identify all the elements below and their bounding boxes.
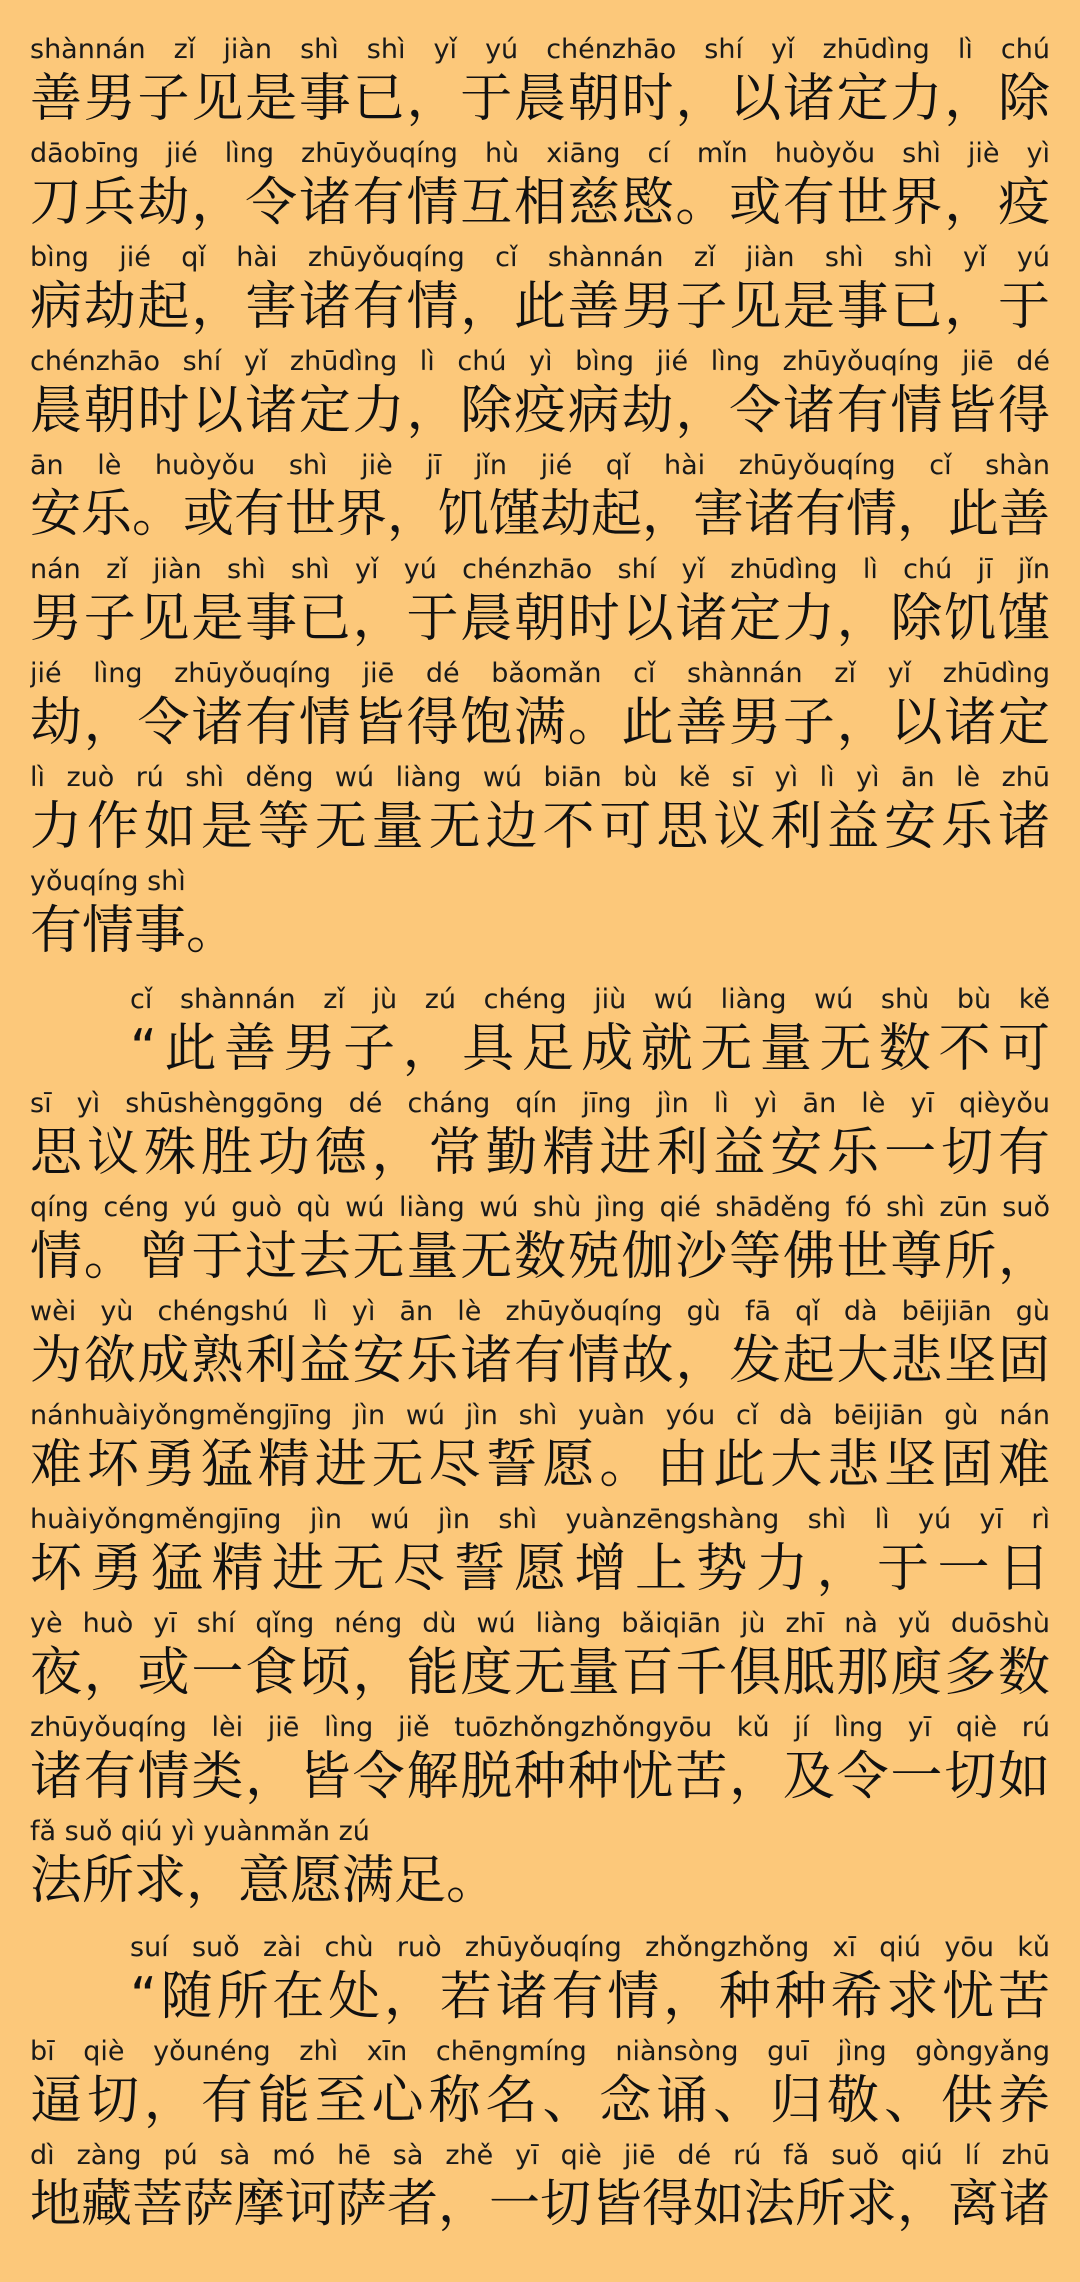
chinese-text: 逼切，有能至心称名、念诵、归敬、供养 — [30, 2071, 1050, 2131]
chinese-text: 男子见是事已，于晨朝时以诸定力，除饥馑 — [30, 589, 1050, 649]
text-line — [30, 1084, 1050, 1188]
text-line — [30, 654, 1050, 758]
pinyin-annotation: yǒuqíng shì — [30, 866, 186, 897]
chinese-text: 有情事。 — [30, 901, 239, 961]
text-line — [30, 862, 1050, 966]
chinese-text: 安乐。或有世界，饥馑劫起，害诸有情，此善 — [30, 485, 1051, 544]
chinese-text: 劫，令诸有情皆得饱满。此善男子，以诸定 — [30, 693, 1050, 753]
chinese-text: 诸有情类，皆令解脱种种忧苦，及令一切如 — [30, 1747, 1050, 1807]
pinyin-annotation: yè huò yī shí qǐng néng dù wú liàng bǎiqiān jù zhī nà yǔ duōshù — [30, 1608, 1050, 1639]
pinyin-annotation: qíng céng yú guò qù wú liàng wú shù jìng qié shāděng fó shì zūn suǒ — [30, 1192, 1050, 1223]
pinyin-annotation: nánhuàiyǒngměngjīng jìn wú jìn shì yuàn yóu cǐ dà bēijiān gù nán — [30, 1400, 1050, 1431]
pinyin-annotation: sī yì shūshènggōng dé cháng qín jīng jìn lì yì ān lè yī qièyǒu — [30, 1088, 1050, 1119]
pinyin-annotation: nán zǐ jiàn shì shì yǐ yú chénzhāo shí yǐ zhūdìng lì chú jī jǐn — [30, 554, 1050, 585]
pinyin-annotation: cǐ shànnán zǐ jù zú chéng jiù wú liàng wú shù bù kě — [130, 984, 1050, 1015]
chinese-text: 法所求，意愿满足。 — [30, 1851, 499, 1911]
pinyin-annotation: jié lìng zhūyǒuqíng jiē dé bǎomǎn cǐ shànnán zǐ yǐ zhūdìng — [30, 658, 1050, 689]
pinyin-annotation: bìng jié qǐ hài zhūyǒuqíng cǐ shànnán zǐ jiàn shì shì yǐ yú — [30, 242, 1050, 273]
text-line — [30, 1812, 1050, 1916]
chinese-text: 刀兵劫，令诸有情互相慈愍。或有世界，疫 — [30, 173, 1050, 233]
pinyin-annotation: fǎ suǒ qiú yì yuànmǎn zú — [30, 1816, 370, 1847]
text-line — [30, 1188, 1050, 1292]
chinese-text: 地藏菩萨摩诃萨者，一切皆得如法所求，离诸 — [30, 2175, 1051, 2234]
text-line — [30, 1708, 1050, 1812]
pinyin-annotation: lì zuò rú shì děng wú liàng wú biān bù kě sī yì lì yì ān lè zhū — [30, 762, 1050, 793]
chinese-text: 夜，或一食顷，能度无量百千俱胝那庾多数 — [30, 1643, 1050, 1703]
chinese-text: 晨朝时以诸定力，除疫病劫，令诸有情皆得 — [30, 381, 1050, 441]
chinese-text: 情。曾于过去无量无数殑伽沙等佛世尊所， — [30, 1227, 1050, 1287]
text-line — [30, 1604, 1050, 1708]
text-line — [130, 1928, 1050, 2032]
text-line — [30, 30, 1050, 134]
text-line — [30, 446, 1050, 550]
chinese-text: “此善男子，具足成就无量无数不可 — [130, 1019, 1050, 1079]
chinese-text: 善男子见是事已，于晨朝时，以诸定力，除 — [30, 69, 1050, 129]
chinese-text: 力作如是等无量无边不可思议利益安乐诸 — [30, 797, 1050, 857]
text-line — [30, 134, 1050, 238]
pinyin-annotation: huàiyǒngměngjīng jìn wú jìn shì yuànzēngshàng shì lì yú yī rì — [30, 1504, 1050, 1535]
pinyin-annotation: shànnán zǐ jiàn shì shì yǐ yú chénzhāo shí yǐ zhūdìng lì chú — [30, 34, 1050, 65]
chinese-text: 为欲成熟利益安乐诸有情故，发起大悲坚固 — [30, 1331, 1050, 1391]
pinyin-annotation: ān lè huòyǒu shì jiè jī jǐn jié qǐ hài zhūyǒuqíng cǐ shàn — [30, 450, 1050, 481]
pinyin-annotation: bī qiè yǒunéng zhì xīn chēngmíng niànsòng guī jìng gòngyǎng — [30, 2036, 1050, 2067]
text-line — [30, 550, 1050, 654]
text-line — [30, 342, 1050, 446]
pinyin-annotation: dāobīng jié lìng zhūyǒuqíng hù xiāng cí mǐn huòyǒu shì jiè yì — [30, 138, 1050, 169]
pinyin-annotation: suí suǒ zài chù ruò zhūyǒuqíng zhǒngzhǒng xī qiú yōu kǔ — [130, 1932, 1050, 1963]
text-line — [30, 1292, 1050, 1396]
text-line — [30, 1500, 1050, 1604]
chinese-text: 难坏勇猛精进无尽誓愿。由此大悲坚固难 — [30, 1435, 1050, 1495]
chinese-text: “随所在处，若诸有情，种种希求忧苦 — [130, 1967, 1050, 2027]
text-line — [30, 2032, 1050, 2136]
text-line — [30, 2136, 1050, 2240]
text-line — [30, 238, 1050, 342]
chinese-text: 病劫起，害诸有情，此善男子见是事已，于 — [30, 277, 1050, 337]
pinyin-annotation: dì zàng pú sà mó hē sà zhě yī qiè jiē dé rú fǎ suǒ qiú lí zhū — [30, 2140, 1050, 2171]
pinyin-annotation: zhūyǒuqíng lèi jiē lìng jiě tuōzhǒngzhǒngyōu kǔ jí lìng yī qiè rú — [30, 1712, 1050, 1743]
chinese-text: 思议殊胜功德，常勤精进利益安乐一切有 — [30, 1123, 1050, 1183]
pinyin-annotation: wèi yù chéngshú lì yì ān lè zhūyǒuqíng gù fā qǐ dà bēijiān gù — [30, 1296, 1050, 1327]
text-line — [30, 758, 1050, 862]
text-line — [130, 980, 1050, 1084]
chinese-text: 坏勇猛精进无尽誓愿增上势力，于一日 — [30, 1539, 1050, 1599]
pinyin-annotation: chénzhāo shí yǐ zhūdìng lì chú yì bìng jié lìng zhūyǒuqíng jiē dé — [30, 346, 1050, 377]
text-line — [30, 1396, 1050, 1500]
